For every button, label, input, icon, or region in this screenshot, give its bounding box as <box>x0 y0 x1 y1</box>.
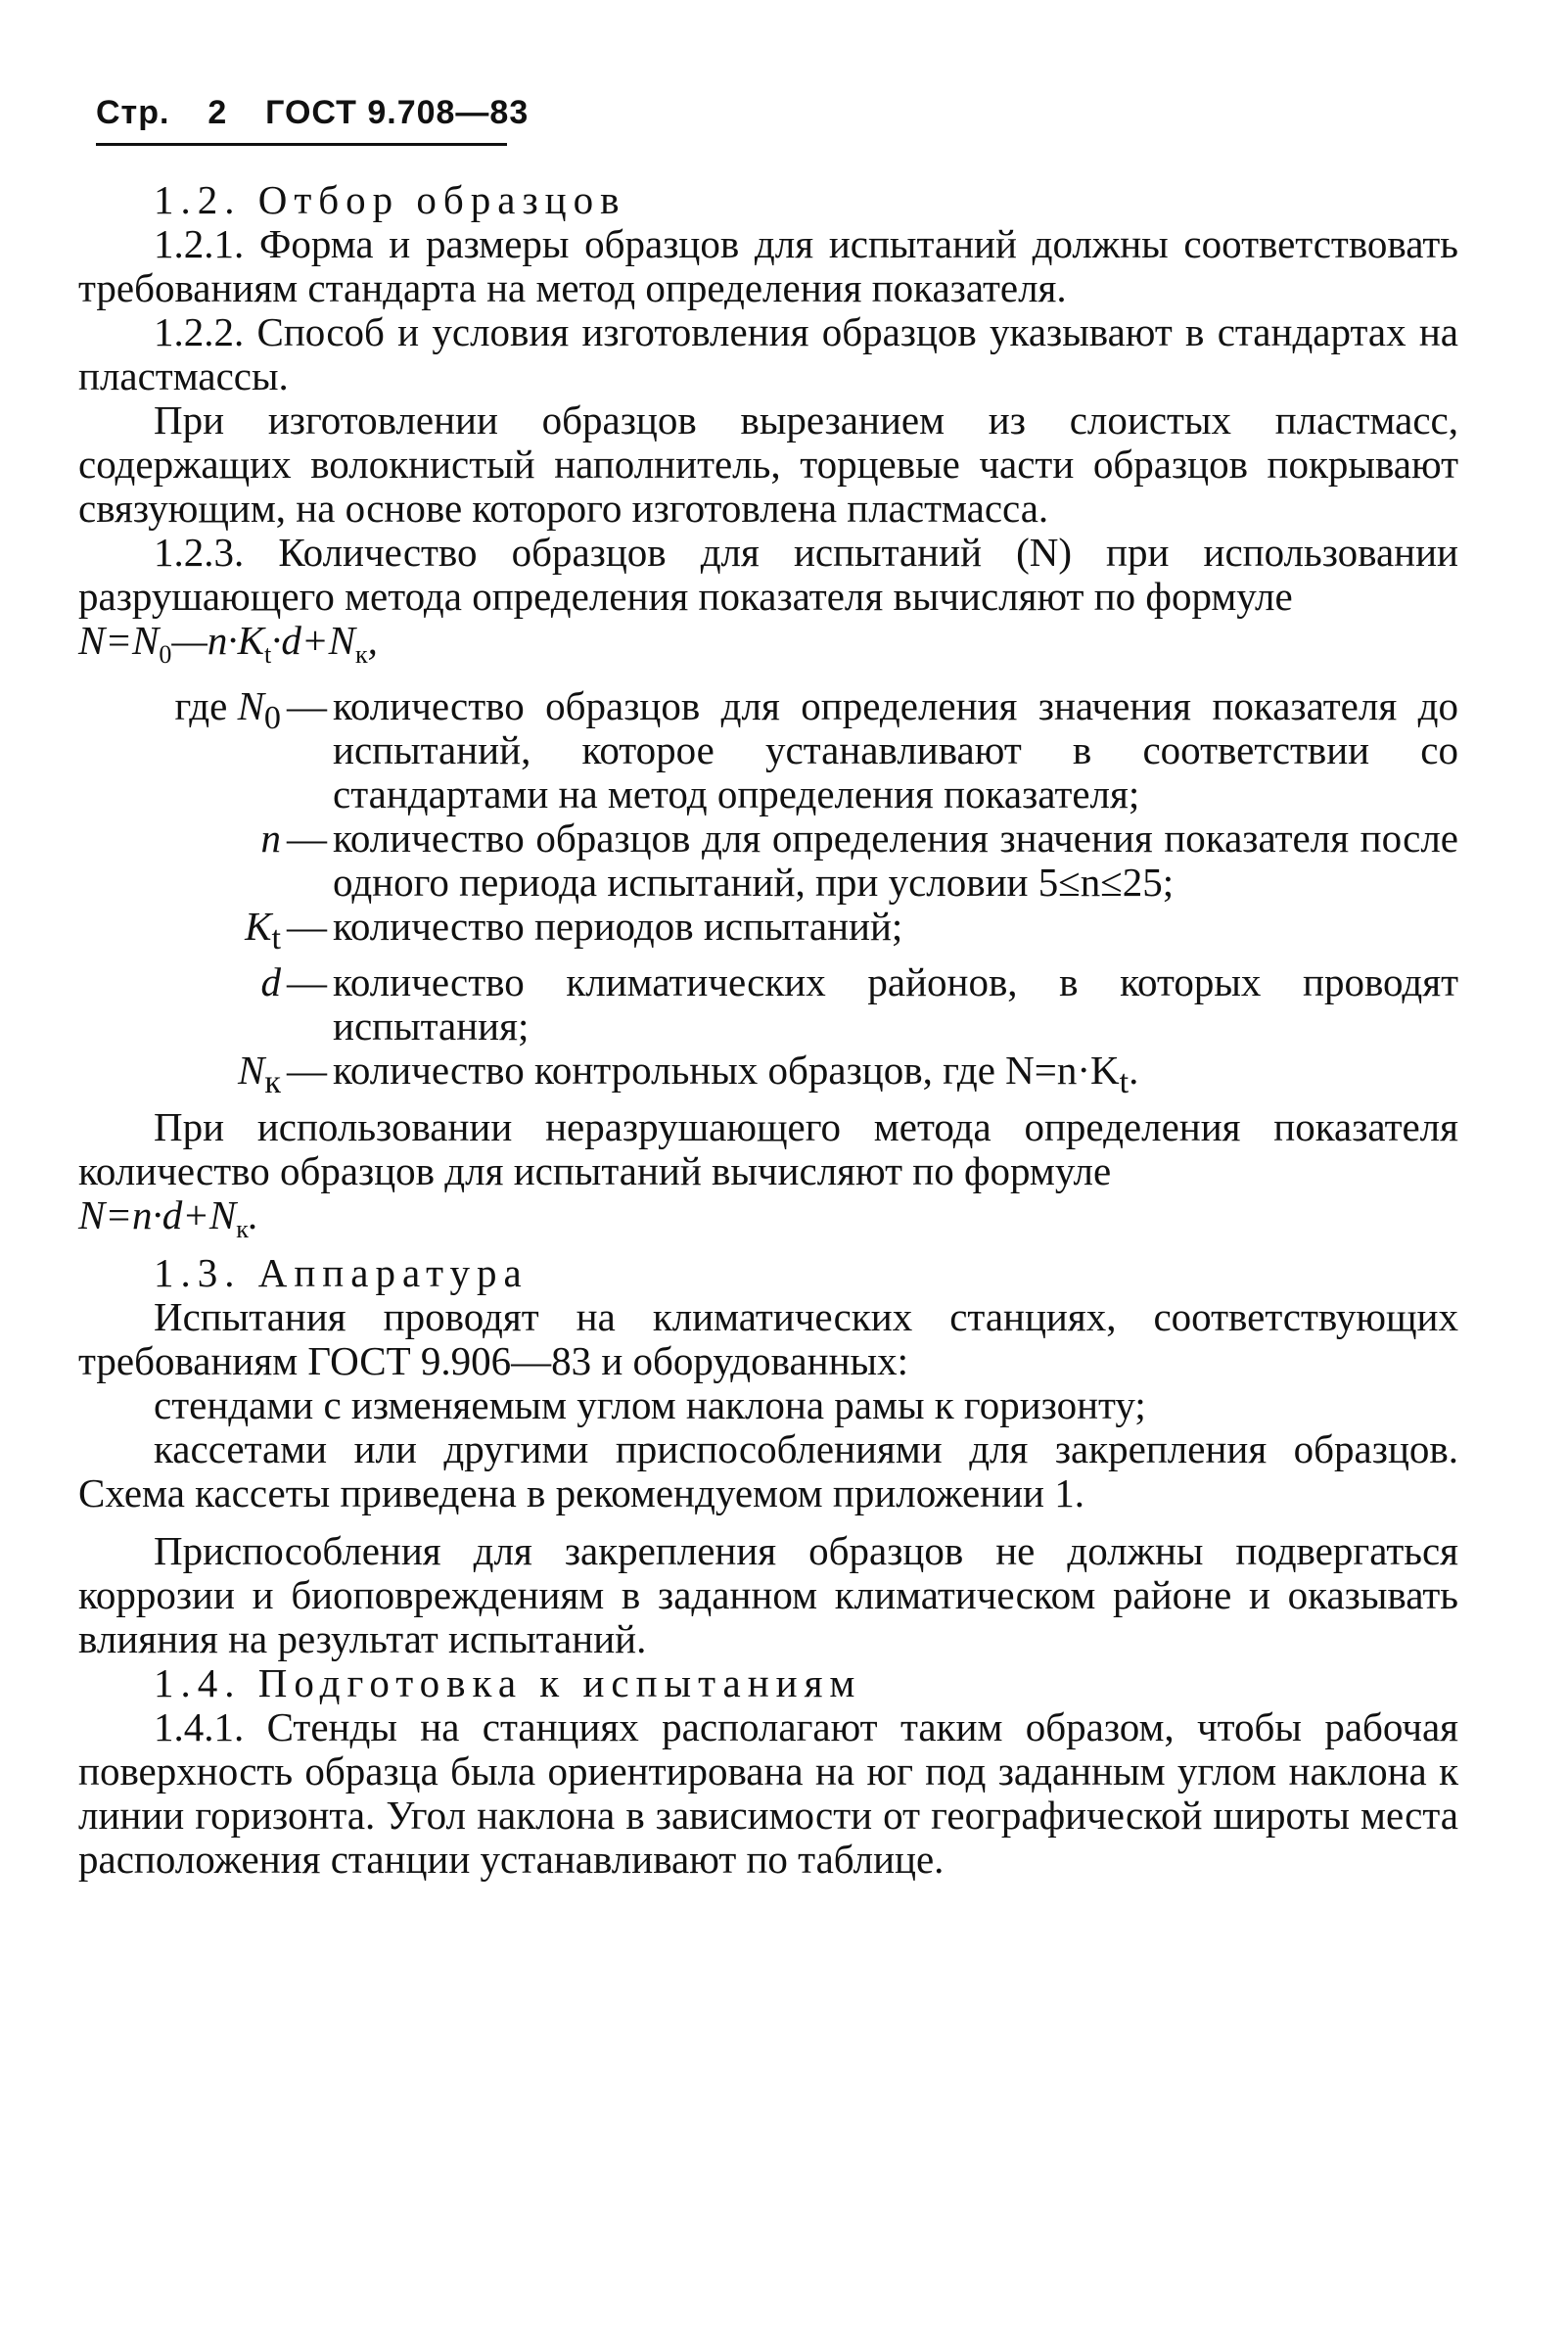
definition-kt: $K_t$ — количество периодов испытаний; <box>245 904 903 957</box>
paragraph-1-2-3: 1.2.3. Количество образцов для испытаний (N) при использовании разрушающего метода определения показателя вычисляют по формуле <box>78 530 1458 619</box>
paragraph-1-4-1: 1.4.1. Стенды на станциях располагают таким образом, чтобы рабочая поверхность образца была ориентирована на юг под заданным углом наклона к линии горизонта. Угол наклона в зависимости от географической широты места расположения станции устанавливают по таблице. <box>78 1703 1458 1882</box>
standard-number: ГОСТ 9.708—83 <box>265 94 530 131</box>
page-label: Стр. <box>96 94 170 131</box>
definition-n: n — количество образцов для определения значения показателя после одного периода испытаний, при условии 5≤n≤25; <box>260 816 1458 906</box>
paragraph-1-2-1: 1.2.1. Форма и размеры образцов для испытаний должны соответствовать требованиям стандарта на метод определения показателя. <box>78 221 1458 310</box>
page-header <box>96 94 529 132</box>
definition-nk: $N_к$ — количество контрольных образцов, где $N=n\cdot K_t$. <box>238 1048 1139 1101</box>
formula-destructive: $N=N_0—n\cdot K_t\cdot d+N_к$, <box>78 618 378 670</box>
section-1-4-title: 1.4. Подготовка к испытаниям <box>154 1659 862 1705</box>
formula-definitions <box>78 684 1458 1104</box>
definition-n0: где $N_0$ — количество образцов для определения значения показателя до испытаний, которое устанавливают в соответствии со стандартами на метод определения показателя; <box>174 683 1458 817</box>
page-number: 2 <box>208 94 228 131</box>
definition-d: d — количество климатических районов, в которых проводят испытания; <box>260 959 1458 1049</box>
paragraph-1-2-2: 1.2.2. Способ и условия изготовления образцов указывают в стандартах на пластмассы. <box>78 309 1458 398</box>
paragraph-1-3-a: Испытания проводят на климатических станциях, соответствующих требованиям ГОСТ 9.906—83 и оборудованных: <box>78 1293 1458 1383</box>
paragraph-1-3-c: кассетами или другими приспособлениями для закрепления образцов. Схема кассеты приведена в рекомендуемом приложении 1. <box>78 1425 1458 1515</box>
section-1-3-title: 1.3. Аппаратура <box>154 1249 529 1295</box>
section-1-2-title: 1.2. Отбор образцов <box>154 177 626 222</box>
page-body <box>78 178 1458 1882</box>
paragraph-1-3-b: стендами с изменяемым углом наклона рамы к горизонту; <box>154 1381 1146 1427</box>
header-rule <box>96 143 507 146</box>
paragraph-nondestructive: При использовании неразрушающего метода определения показателя количество образцов для испытаний вычисляют по формуле <box>78 1103 1458 1193</box>
paragraph-1-2-2-b: При изготовлении образцов вырезанием из слоистых пластмасс, содержащих волокнистый наполнитель, торцевые части образцов покрывают связующим, на основе которого изготовлена пластмасса. <box>78 397 1458 531</box>
paragraph-1-3-d: Приспособления для закрепления образцов не должны подвергаться коррозии и биоповреждениям в заданном климатическом районе и оказывать влияния на результат испытаний. <box>78 1527 1458 1661</box>
formula-nondestructive: $N=n\cdot d+N_к$. <box>78 1191 259 1243</box>
